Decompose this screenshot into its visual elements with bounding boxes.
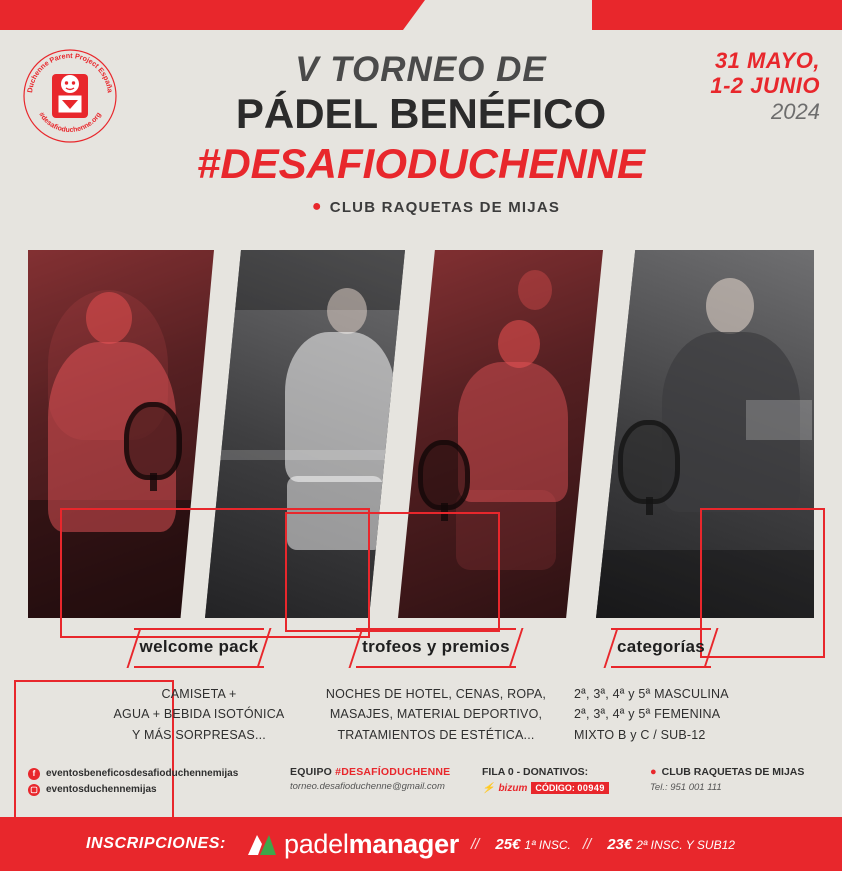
price-first-note: 1ª INSC. xyxy=(524,837,571,852)
bizum-icon: ⚡ xyxy=(482,782,495,794)
registration-bar xyxy=(0,817,842,871)
info-column-title: trofeos y premios xyxy=(362,637,510,656)
donations-block xyxy=(482,766,609,794)
facebook-icon: f xyxy=(28,768,40,780)
club-phone[interactable]: Tel.: 951 001 111 xyxy=(650,782,722,793)
brand-bold: manager xyxy=(348,828,460,859)
title-line-1: V TORNEO DE xyxy=(295,50,547,89)
donation-code-label: CÓDIGO: xyxy=(535,783,575,793)
padelmanager-mark-icon xyxy=(246,831,276,857)
info-line: 2ª, 3ª, 4ª y 5ª MASCULINA xyxy=(574,687,729,701)
poster-header xyxy=(0,30,842,245)
info-line: Y MÁS SORPRESAS... xyxy=(132,727,266,742)
instagram-icon: ▢ xyxy=(28,784,40,796)
price-first xyxy=(491,836,570,853)
title-line-2: PÁDEL BENÉFICO xyxy=(235,90,607,138)
team-label-text: EQUIPO xyxy=(290,766,336,778)
info-column-body xyxy=(88,684,310,745)
instagram-row[interactable] xyxy=(28,782,238,798)
team-contact xyxy=(290,766,450,792)
separator-1: // xyxy=(471,835,480,853)
photo-strip xyxy=(0,250,842,618)
info-line: NOCHES DE HOTEL, CENAS, ROPA, xyxy=(325,687,547,701)
price-second-note: 2ª INSC. Y SUB12 xyxy=(636,837,735,852)
top-decorative-bar xyxy=(0,0,842,30)
bizum-label: bizum xyxy=(498,782,528,794)
social-links xyxy=(28,766,238,798)
event-date-block xyxy=(710,48,820,125)
svg-text:#desafioduchenne.org: #desafioduchenne.org xyxy=(37,111,103,135)
price-second xyxy=(603,836,735,853)
price-first-value: 25€ xyxy=(495,835,521,853)
info-column-body xyxy=(316,684,556,745)
facebook-handle: eventosbeneficosdesafioduchennemijas xyxy=(46,768,239,779)
team-hashtag: #DESAFÍODUCHENNE xyxy=(335,766,451,778)
date-line-1: 31 MAYO, xyxy=(714,48,820,73)
club-name-row xyxy=(650,766,804,778)
club-name: CLUB RAQUETAS DE MIJAS xyxy=(661,766,805,778)
contact-row xyxy=(0,762,842,817)
team-email[interactable]: torneo.desafioduchenne@gmail.com xyxy=(290,781,445,792)
title-line-3: #DESAFIODUCHENNE xyxy=(196,139,646,187)
facebook-row[interactable] xyxy=(28,766,238,782)
instagram-handle: eventosduchennemijas xyxy=(46,784,157,795)
top-bar-red-left xyxy=(0,0,425,30)
top-bar-red-right xyxy=(592,0,842,30)
info-columns xyxy=(0,628,842,758)
location-pin-icon: ● xyxy=(650,765,657,778)
svg-text:Duchenne Parent Project España: Duchenne Parent Project España xyxy=(25,50,115,94)
club-contact xyxy=(650,766,804,793)
donation-code xyxy=(531,782,609,794)
venue-name: CLUB RAQUETAS DE MIJAS xyxy=(329,198,561,216)
info-line: MASAJES, MATERIAL DEPORTIVO, xyxy=(329,707,543,722)
info-column-welcome-pack xyxy=(88,628,310,745)
padelmanager-wordmark xyxy=(284,829,459,860)
price-second-value: 23€ xyxy=(607,835,633,853)
brand-light: padel xyxy=(283,828,349,859)
info-line: TRATAMIENTOS DE ESTÉTICA... xyxy=(337,727,535,742)
date-line-2: 1-2 JUNIO xyxy=(710,73,820,99)
team-label xyxy=(290,766,450,778)
inscriptions-label: INSCRIPCIONES: xyxy=(86,835,226,852)
location-pin-icon: ● xyxy=(311,198,323,216)
info-column-title: categorías xyxy=(616,637,706,656)
info-line: MIXTO B y C / SUB-12 xyxy=(574,727,706,742)
padelmanager-logo[interactable] xyxy=(246,829,459,860)
info-line: CAMISETA + xyxy=(161,687,237,701)
info-column-trofeos xyxy=(316,628,556,745)
donations-title: FILA 0 - DONATIVOS: xyxy=(482,766,589,778)
photo-player-1 xyxy=(28,250,214,618)
info-line: 2ª, 3ª, 4ª y 5ª FEMENINA xyxy=(574,707,721,722)
info-column-title: welcome pack xyxy=(139,637,259,656)
venue-row xyxy=(0,199,842,216)
photo-player-4 xyxy=(596,250,814,618)
info-column-body xyxy=(566,684,756,745)
donation-code-value: 00949 xyxy=(577,783,605,793)
separator-2: // xyxy=(582,835,592,853)
info-line: AGUA + BEBIDA ISOTÓNICA xyxy=(113,707,285,722)
info-column-categorias xyxy=(566,628,756,745)
photo-player-2 xyxy=(205,250,405,618)
photo-player-3 xyxy=(398,250,603,618)
date-year: 2024 xyxy=(771,98,820,124)
